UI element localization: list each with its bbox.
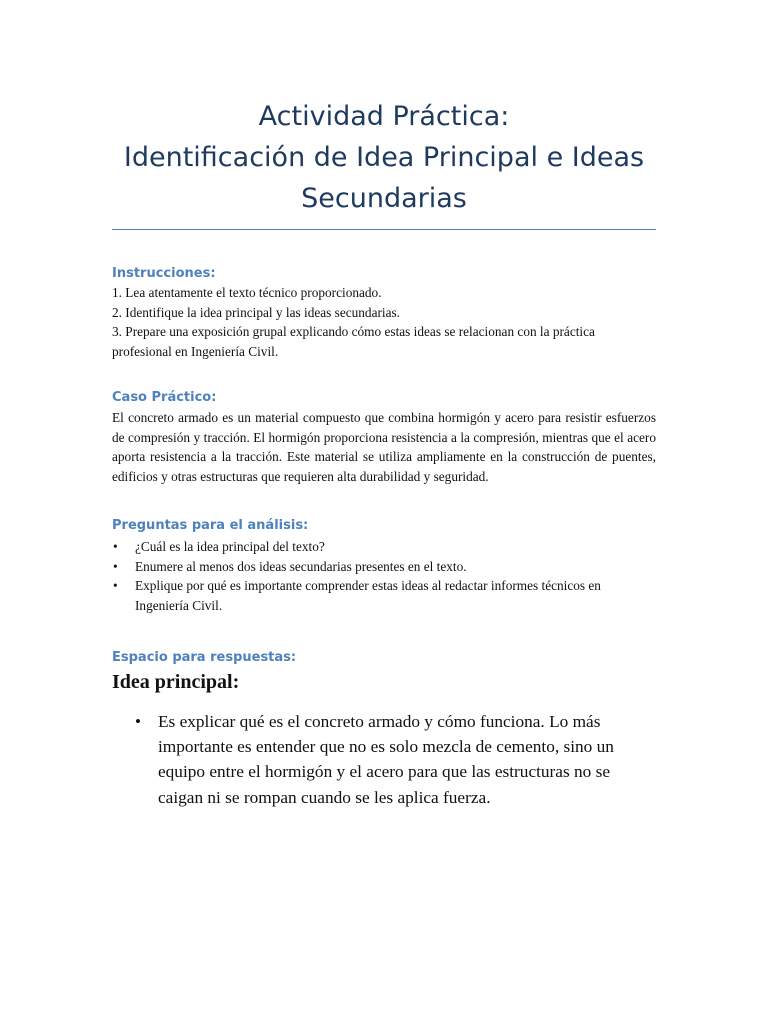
list-item (113, 537, 656, 557)
caso-practico-section (112, 389, 656, 486)
list-item (113, 557, 656, 577)
preguntas-heading: Preguntas para el análisis: (112, 518, 309, 533)
idea-principal-heading: Idea principal: (112, 671, 240, 693)
instrucciones-list (112, 283, 656, 361)
list-item: 1. Lea atentamente el texto técnico proporcionado. (112, 285, 382, 300)
preguntas-list (112, 537, 656, 615)
preguntas-section (112, 517, 656, 615)
title-divider (112, 229, 656, 230)
respuestas-list (112, 709, 656, 810)
title-line-2: Identificación de Idea Principal e Ideas (123, 142, 645, 173)
title-line-3: Secundarias (301, 183, 467, 214)
bullet-icon: • (113, 558, 118, 574)
list-item (113, 576, 656, 615)
title-line-1: Actividad Práctica: (258, 101, 510, 132)
instrucciones-section (112, 265, 656, 361)
list-item-text: Enumere al menos dos ideas secundarias presentes en el texto. (135, 558, 467, 574)
list-item: 3. Prepare una exposición grupal explicando cómo estas ideas se relacionan con la práctica profesional en Ingeniería Civil. (112, 324, 595, 359)
list-item-text: ¿Cuál es la idea principal del texto? (135, 539, 325, 554)
caso-practico-heading: Caso Práctico: (112, 390, 217, 405)
document-title (112, 0, 656, 219)
list-item: 2. Identifique la idea principal y las ideas secundarias. (112, 304, 400, 320)
instrucciones-heading: Instrucciones: (112, 266, 216, 281)
list-item-text: Explique por qué es importante comprender estas ideas al redactar informes técnicos en Ingeniería Civil. (135, 578, 601, 613)
caso-practico-text: El concreto armado es un material compuesto que combina hormigón y acero para resistir esfuerzos de compresión y tracción. El hormigón proporciona resistencia a la compresión, mientras que el acero aporta resistencia a la tracción. Este material se utiliza ampliamente en la construcción de puentes, edificios y otras estructuras que requieren alta durabilidad y seguridad. (112, 410, 656, 484)
bullet-icon: • (113, 578, 118, 593)
answer-text: Es explicar qué es el concreto armado y cómo funciona. Lo más importante es entender que no es solo mezcla de cemento, sino un equipo entre el hormigón y el acero para que las estructuras no se caigan ni se rompan cuando se les aplica fuerza. (158, 712, 614, 807)
list-item (135, 709, 656, 810)
respuestas-section (112, 649, 656, 810)
bullet-icon: • (135, 712, 141, 731)
respuestas-heading: Espacio para respuestas: (112, 650, 297, 665)
bullet-icon: • (113, 539, 118, 554)
